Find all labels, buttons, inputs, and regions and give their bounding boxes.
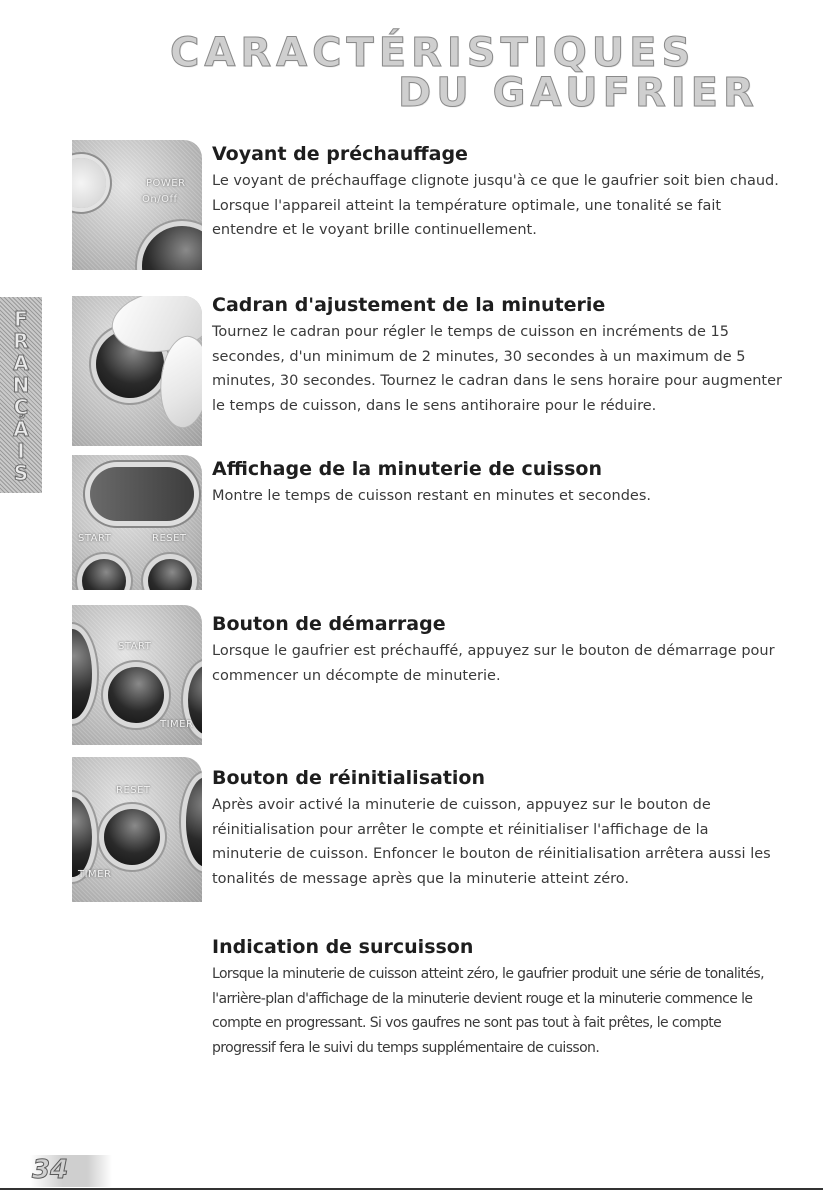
feature-reset-button — [212, 767, 782, 891]
reset-button-photo — [72, 757, 202, 902]
feature-text: Le voyant de préchauffage clignote jusqu'à ce que le gaufrier soit bien chaud. Lorsque l'appareil atteint la température optimale, une tonalité se fait entendre et le voyant brille continuellement. — [212, 173, 779, 238]
start-button-icon — [108, 667, 164, 723]
bottom-rule — [0, 1188, 823, 1190]
reset-label: RESET — [152, 533, 187, 544]
start-button-photo — [72, 605, 202, 745]
feature-text: Tournez le cadran pour régler le temps de cuisson en incréments de 15 secondes, d'un minimum de 2 minutes, 30 secondes à un maximum de 5 minutes, 30 secondes. Tournez le cadran dans le sens horaire pour augmenter le temps de cuisson, dans le sens antihoraire pour le réduire. — [212, 324, 782, 414]
language-tab-label: FRANÇAIS — [9, 307, 33, 483]
preheat-light-photo — [72, 140, 202, 270]
feature-timer-display — [212, 458, 782, 509]
page-title-line-2: DU GAUFRIER — [398, 70, 759, 116]
feature-timer-dial — [212, 294, 782, 418]
page-number: 34 — [30, 1155, 112, 1187]
language-side-tab — [0, 297, 42, 493]
feature-title: Bouton de réinitialisation — [212, 767, 485, 789]
feature-title: Affichage de la minuterie de cuisson — [212, 458, 602, 480]
feature-text: Montre le temps de cuisson restant en minutes et secondes. — [212, 488, 652, 504]
feature-text: Lorsque le gaufrier est préchauffé, appuyez sur le bouton de démarrage pour commencer un décompte de minuterie. — [212, 643, 775, 684]
feature-overcook-indication — [212, 936, 782, 1060]
start-label-2: START — [118, 641, 152, 652]
feature-preheat-light — [212, 143, 782, 243]
start-label: START — [78, 533, 112, 544]
timer-display-icon — [90, 467, 194, 521]
on-off-label: On/Off — [142, 194, 178, 205]
feature-title: Cadran d'ajustement de la minuterie — [212, 294, 606, 316]
feature-title: Indication de surcuisson — [212, 936, 474, 958]
timer-display-photo — [72, 455, 202, 590]
feature-title: Voyant de préchauffage — [212, 143, 468, 165]
power-button-icon — [142, 226, 202, 270]
timer-dial-photo — [72, 296, 202, 446]
page-title-line-1: CARACTÉRISTIQUES — [170, 30, 696, 76]
timer-label: TIMER — [160, 719, 194, 730]
power-label: POWER — [146, 178, 186, 189]
reset-label-2: RESET — [116, 785, 151, 796]
reset-button-icon — [104, 809, 160, 865]
feature-start-button — [212, 613, 782, 688]
feature-text: Après avoir activé la minuterie de cuisson, appuyez sur le bouton de réinitialisation pour arrêter le compte et réinitialiser l'affichage de la minuterie de cuisson. Enfoncer le bouton de réinitialisation arrêtera aussi les tonalités de message après que la minuterie atteint zéro. — [212, 797, 771, 887]
timer-label-2: TIMER — [78, 869, 112, 880]
feature-title: Bouton de démarrage — [212, 613, 446, 635]
feature-text: Lorsque la minuterie de cuisson atteint zéro, le gaufrier produit une série de tonalités, l'arrière-plan d'affichage de la minuterie devient rouge et la minuterie commence le compte en progressant. Si vos gaufres ne sont pas tout à fait prêtes, le compte progressif fera le suivi du temps supplémentaire de cuisson. — [212, 966, 764, 1056]
